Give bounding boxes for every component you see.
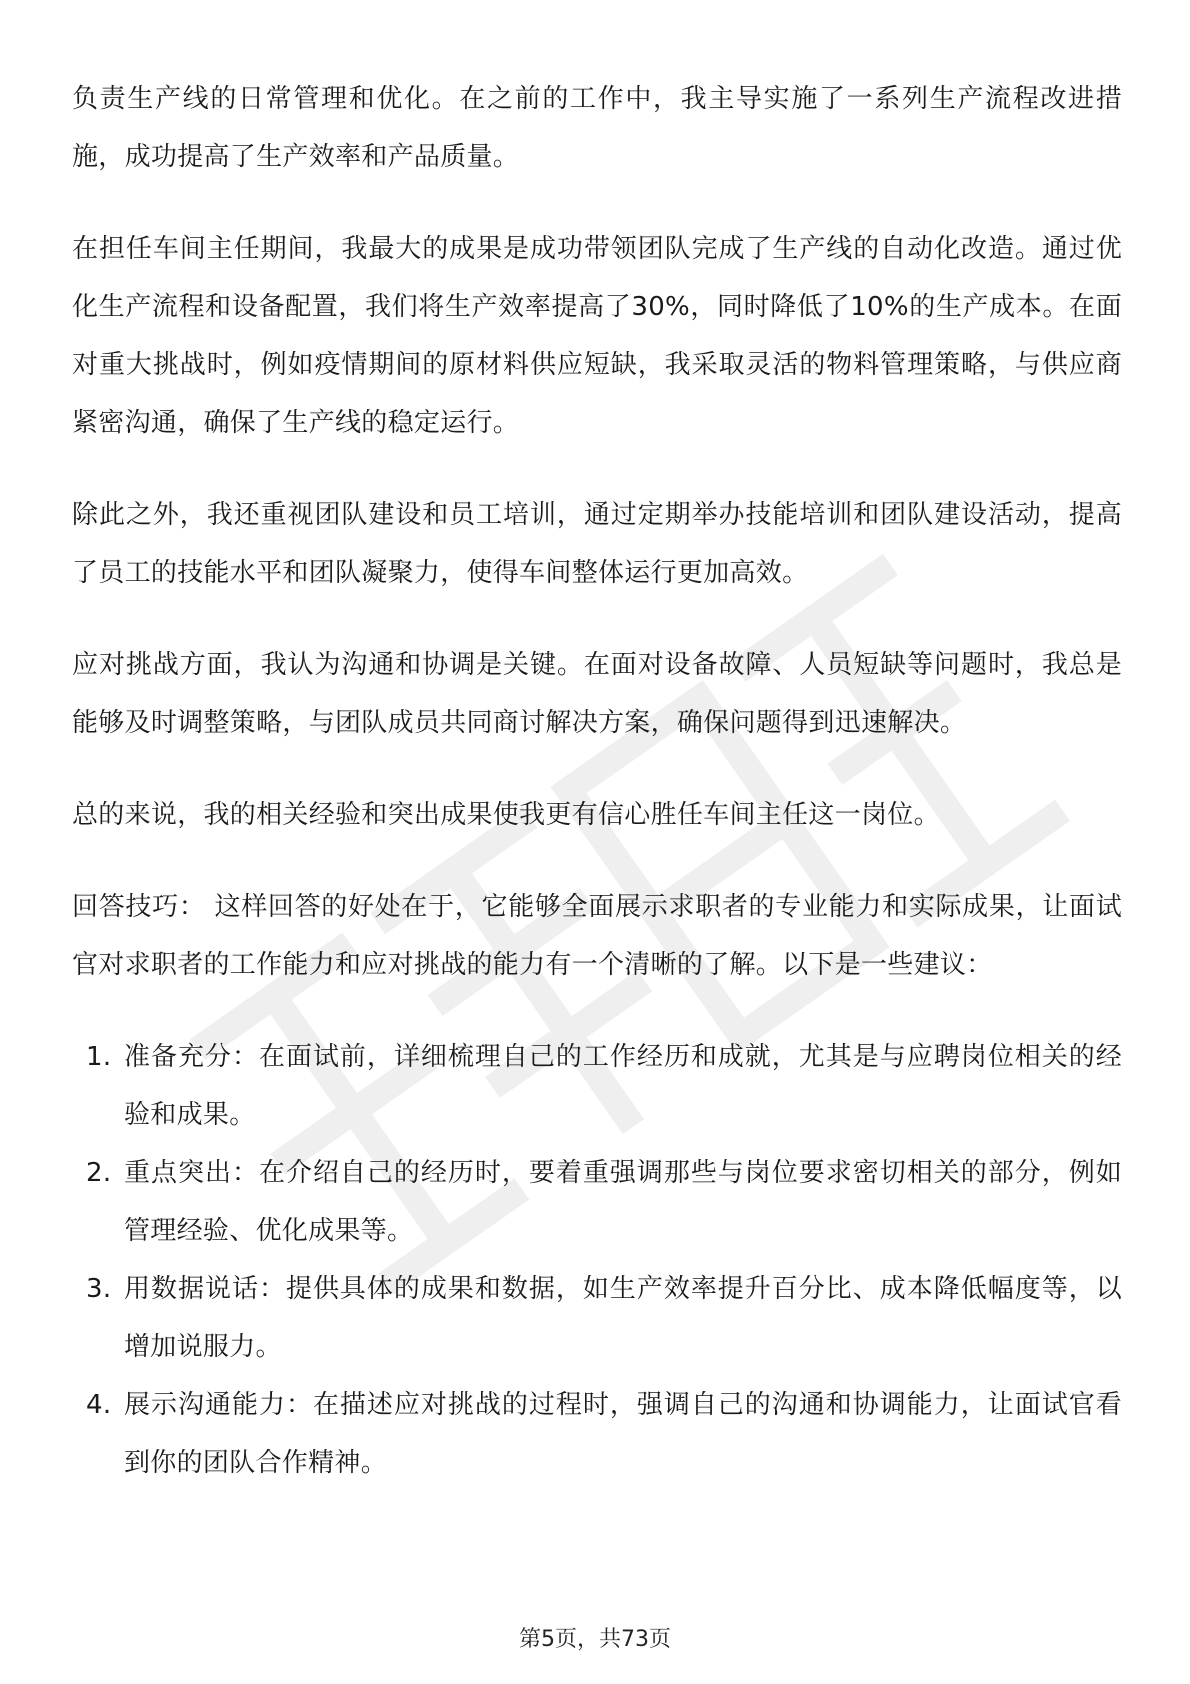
list-item-text: 展示沟通能力：在描述应对挑战的过程时，强调自己的沟通和协调能力，让面试官看到你的团队合作精神。 — [124, 1390, 1122, 1478]
list-item — [72, 1144, 1122, 1260]
paragraph-answer-tips: 回答技巧： 这样回答的好处在于，它能够全面展示求职者的专业能力和实际成果，让面试官对求职者的工作能力和应对挑战的能力有一个清晰的了解。以下是一些建议： — [72, 892, 1122, 980]
paragraph-team-building: 除此之外，我还重视团队建设和员工培训，通过定期举办技能培训和团队建设活动，提高了员工的技能水平和团队凝聚力，使得车间整体运行更加高效。 — [72, 500, 1122, 588]
tips-list — [72, 1028, 1122, 1492]
list-item-text: 准备充分：在面试前，详细梳理自己的工作经历和成就，尤其是与应聘岗位相关的经验和成果。 — [124, 1042, 1122, 1130]
document-body — [72, 70, 1122, 1492]
list-item-number: 1. — [86, 1042, 112, 1072]
list-item-text: 重点突出：在介绍自己的经历时，要着重强调那些与岗位要求密切相关的部分，例如管理经验、优化成果等。 — [124, 1158, 1122, 1246]
list-item — [72, 1028, 1122, 1144]
list-item — [72, 1376, 1122, 1492]
paragraph-challenges: 应对挑战方面，我认为沟通和协调是关键。在面对设备故障、人员短缺等问题时，我总是能够及时调整策略，与团队成员共同商讨解决方案，确保问题得到迅速解决。 — [72, 650, 1122, 738]
list-item — [72, 1260, 1122, 1376]
list-item-number: 4. — [86, 1390, 112, 1420]
paragraph-intro: 负责生产线的日常管理和优化。在之前的工作中，我主导实施了一系列生产流程改进措施，成功提高了生产效率和产品质量。 — [72, 84, 1122, 172]
page-indicator: 第5页，共73页 — [519, 1627, 671, 1652]
list-item-text: 用数据说话：提供具体的成果和数据，如生产效率提升百分比、成本降低幅度等，以增加说服力。 — [124, 1274, 1122, 1362]
page-footer — [0, 1622, 1190, 1653]
list-item-number: 3. — [86, 1274, 112, 1304]
list-item-number: 2. — [86, 1158, 112, 1188]
paragraph-achievements: 在担任车间主任期间，我最大的成果是成功带领团队完成了生产线的自动化改造。通过优化生产流程和设备配置，我们将生产效率提高了30%，同时降低了10%的生产成本。在面对重大挑战时，例如疫情期间的原材料供应短缺，我采取灵活的物料管理策略，与供应商紧密沟通，确保了生产线的稳定运行。 — [72, 234, 1122, 438]
paragraph-summary: 总的来说，我的相关经验和突出成果使我更有信心胜任车间主任这一岗位。 — [72, 800, 940, 830]
